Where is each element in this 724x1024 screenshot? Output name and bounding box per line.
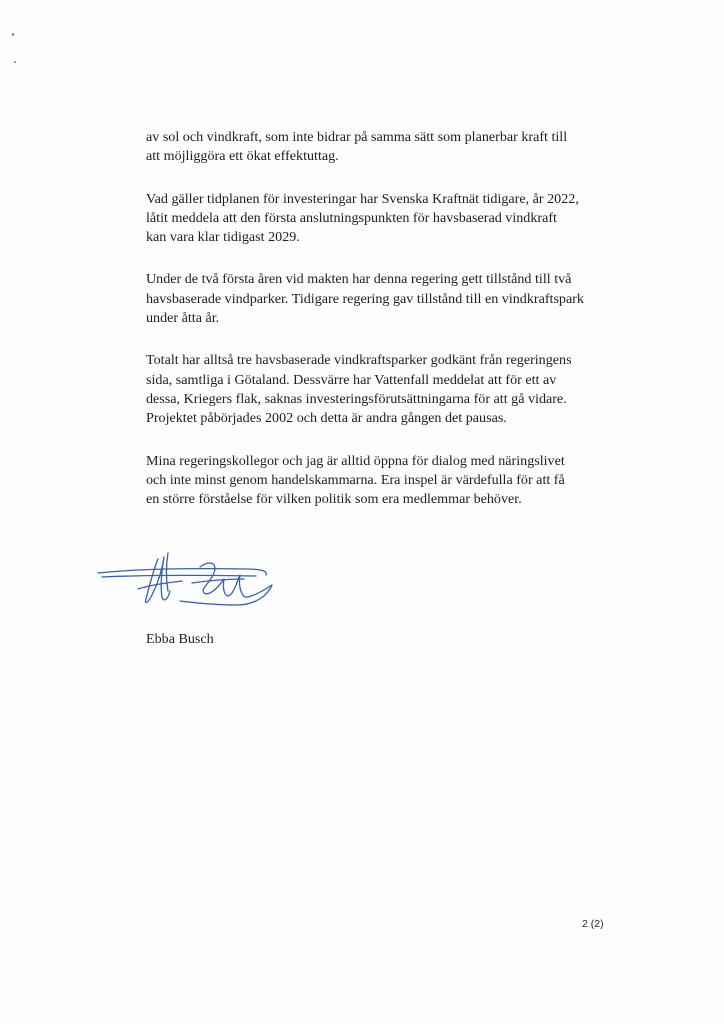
text-line: och inte minst genom handelskammarna. Era inspel är värdefulla för att få xyxy=(146,471,565,488)
scan-speck-mark xyxy=(12,33,14,36)
handwritten-signature-icon xyxy=(96,545,286,617)
text-line: havsbaserade vindparker. Tidigare regering gav tillstånd till en vindkraftspark xyxy=(146,290,584,307)
signer-name: Ebba Busch xyxy=(146,631,214,647)
text-line: sida, samtliga i Götaland. Dessvärre har Vattenfall meddelat att för ett av xyxy=(146,371,557,388)
paragraph-2 xyxy=(146,190,616,248)
page-number: 2 (2) xyxy=(582,918,604,930)
signature-stroke xyxy=(138,581,182,589)
text-line: dessa, Kriegers flak, saknas investeringsförutsättningarna för att gå vidare. xyxy=(146,390,567,407)
text-line: Under de två första åren vid makten har denna regering gett tillstånd till två xyxy=(146,271,572,288)
scan-speck-mark xyxy=(14,61,16,63)
text-line: Vad gäller tidplanen för investeringar har Svenska Kraftnät tidigare, år 2022, xyxy=(146,190,579,207)
text-line: en större förståelse för vilken politik som era medlemmar behöver. xyxy=(146,491,522,508)
paragraph-1 xyxy=(146,128,616,167)
paragraph-3 xyxy=(146,270,616,328)
text-line: att möjliggöra ett ökat effektuttag. xyxy=(146,148,339,165)
text-line: låtit meddela att den första anslutningspunkten för havsbaserad vindkraft xyxy=(146,209,557,226)
signature-stroke xyxy=(102,575,256,577)
signature-stroke xyxy=(98,569,266,575)
paragraph-4 xyxy=(146,351,616,428)
text-line: kan vara klar tidigast 2029. xyxy=(146,229,300,246)
signature-stroke xyxy=(167,553,169,591)
signature-stroke xyxy=(192,579,244,583)
text-line: Mina regeringskollegor och jag är alltid öppna för dialog med näringslivet xyxy=(146,452,565,469)
text-line: under åtta år. xyxy=(146,310,220,327)
paragraph-5 xyxy=(146,452,616,510)
text-line: Projektet påbörjades 2002 och detta är andra gången det pausas. xyxy=(146,410,507,427)
text-line: Totalt har alltså tre havsbaserade vindkraftsparker godkänt från regeringens xyxy=(146,352,572,369)
text-line: av sol och vindkraft, som inte bidrar på samma sätt som planerbar kraft till xyxy=(146,129,568,145)
letter-body xyxy=(146,128,616,532)
